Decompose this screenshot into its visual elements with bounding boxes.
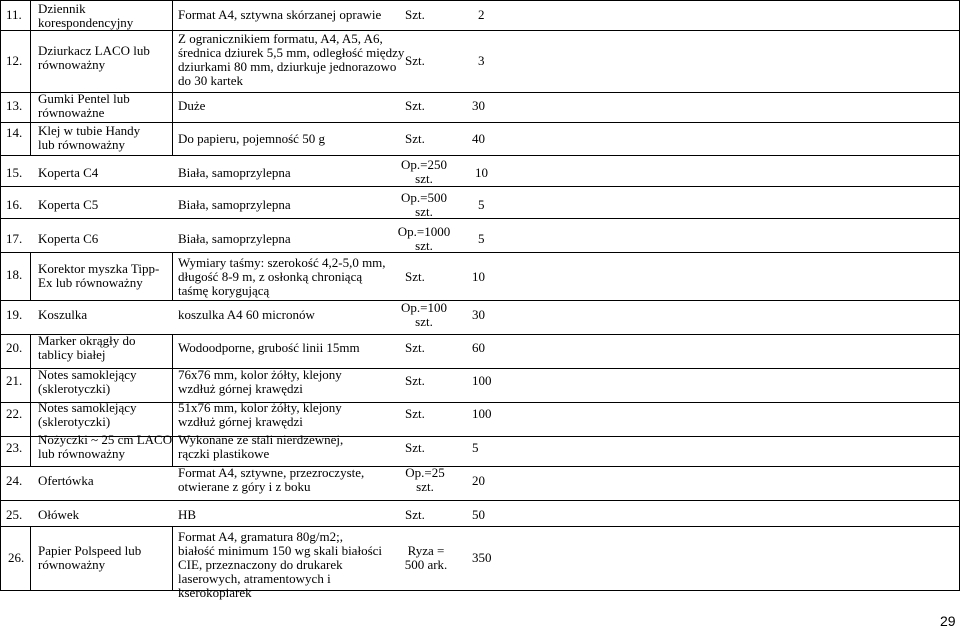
item-unit: Szt. — [405, 98, 425, 113]
item-quantity: 100 — [472, 373, 492, 388]
item-name: Notes samoklejący (sklerotyczki) — [38, 400, 137, 429]
item-name: Dziurkacz LACO lub równoważny — [38, 43, 150, 72]
item-name: Gumki Pentel lub równoważne — [38, 91, 130, 120]
item-quantity: 30 — [472, 98, 485, 113]
item-quantity: 100 — [472, 406, 492, 421]
item-name: Koperta C6 — [38, 231, 99, 246]
item-unit: Szt. — [405, 507, 425, 522]
item-quantity: 3 — [478, 53, 485, 68]
item-name: Papier Polspeed lub równoważny — [38, 543, 142, 572]
column-divider — [0, 0, 1, 590]
item-name: Marker okrągły do tablicy białej — [38, 333, 136, 362]
item-description: Biała, samoprzylepna — [178, 197, 291, 212]
item-quantity: 10 — [475, 165, 488, 180]
row-divider — [0, 0, 960, 1]
item-description: Format A4, sztywna skórzanej oprawie — [178, 7, 382, 22]
row-divider — [0, 122, 960, 123]
row-number: 23. — [6, 440, 23, 455]
item-quantity: 50 — [472, 507, 485, 522]
row-number: 11. — [6, 7, 22, 22]
item-unit: Szt. — [405, 269, 425, 284]
item-description: Wykonane ze stali nierdzewnej, rączki plastikowe — [178, 432, 344, 461]
row-divider — [0, 155, 960, 156]
row-number: 26. — [8, 550, 25, 565]
item-description: Duże — [178, 98, 206, 113]
item-description: koszulka A4 60 micronów — [178, 307, 315, 322]
row-divider — [0, 590, 960, 591]
item-quantity: 40 — [472, 131, 485, 146]
row-number: 14. — [6, 125, 23, 140]
item-description: Do papieru, pojemność 50 g — [178, 131, 325, 146]
row-number: 20. — [6, 340, 23, 355]
item-description: Biała, samoprzylepna — [178, 231, 291, 246]
column-divider — [172, 526, 173, 590]
row-number: 16. — [6, 197, 23, 212]
row-number: 12. — [6, 53, 23, 68]
row-number: 15. — [6, 165, 23, 180]
row-divider — [0, 466, 960, 467]
item-unit: Szt. — [405, 53, 425, 68]
item-unit: Op.=250 szt. — [401, 157, 447, 186]
item-description: 51x76 mm, kolor żółty, klejony wzdłuż górnej krawędzi — [178, 400, 342, 429]
row-divider — [0, 526, 960, 527]
row-number: 22. — [6, 406, 23, 421]
item-description: Biała, samoprzylepna — [178, 165, 291, 180]
item-unit: Op.=25 szt. — [405, 465, 445, 494]
row-number: 24. — [6, 473, 23, 488]
item-name: Koperta C5 — [38, 197, 99, 212]
item-quantity: 30 — [472, 307, 485, 322]
item-quantity: 5 — [478, 197, 485, 212]
column-divider — [30, 252, 31, 300]
item-name: Koperta C4 — [38, 165, 99, 180]
item-quantity: 10 — [472, 269, 485, 284]
item-name: Ofertówka — [38, 473, 94, 488]
item-quantity: 350 — [472, 550, 492, 565]
item-name: Klej w tubie Handy lub równoważny — [38, 123, 141, 152]
item-unit: Op.=1000 szt. — [397, 224, 451, 253]
row-number: 21. — [6, 373, 23, 388]
row-number: 19. — [6, 307, 23, 322]
row-number: 17. — [6, 231, 23, 246]
row-divider — [0, 500, 960, 501]
column-divider — [172, 252, 173, 300]
item-unit: Op.=100 szt. — [401, 300, 447, 329]
column-divider — [172, 0, 173, 155]
item-quantity: 60 — [472, 340, 485, 355]
item-unit: Szt. — [405, 131, 425, 146]
row-divider — [0, 252, 960, 253]
item-unit: Szt. — [405, 7, 425, 22]
row-divider — [0, 30, 960, 31]
item-description: Format A4, gramatura 80g/m2;, białość minimum 150 wg skali białości CIE, przeznaczony do drukarek laserowych, atramentowych i kserokopiarek — [178, 529, 383, 600]
item-unit: Ryza = 500 ark. — [404, 543, 448, 572]
item-quantity: 5 — [478, 231, 485, 246]
item-name: Korektor myszka Tipp-Ex lub równoważny — [38, 261, 160, 290]
item-description: HB — [178, 507, 197, 522]
item-unit: Szt. — [405, 406, 425, 421]
row-divider — [0, 300, 960, 301]
column-divider — [30, 334, 31, 466]
page-number: 29 — [940, 613, 956, 629]
column-divider — [30, 0, 31, 155]
item-description: Z ogranicznikiem formatu, A4, A5, A6, średnica dziurek 5,5 mm, odległość między dziurkami 80 mm, dziurkuje jednorazowo do 30 kartek — [178, 31, 405, 88]
row-number: 25. — [6, 507, 23, 522]
item-name: Ołówek — [38, 507, 80, 522]
row-number: 18. — [6, 267, 23, 282]
item-unit: Szt. — [405, 373, 425, 388]
item-name: Nożyczki ~ 25 cm LACO lub równoważny — [38, 432, 173, 461]
item-description: Wodoodporne, grubość linii 15mm — [178, 340, 360, 355]
item-unit: Szt. — [405, 340, 425, 355]
item-quantity: 20 — [472, 473, 485, 488]
item-description: Format A4, sztywne, przezroczyste, otwierane z góry i z boku — [178, 465, 365, 494]
item-name: Dziennik korespondencyjny — [38, 1, 134, 30]
item-unit: Op.=500 szt. — [401, 190, 447, 219]
row-number: 13. — [6, 98, 23, 113]
row-divider — [0, 218, 960, 219]
item-unit: Szt. — [405, 440, 425, 455]
item-quantity: 5 — [472, 440, 479, 455]
column-divider — [30, 526, 31, 590]
item-description: 76x76 mm, kolor żółty, klejony wzdłuż górnej krawędzi — [178, 367, 342, 396]
item-name: Koszulka — [38, 307, 88, 322]
item-quantity: 2 — [478, 7, 485, 22]
row-divider — [0, 186, 960, 187]
item-name: Notes samoklejący (sklerotyczki) — [38, 367, 137, 396]
item-description: Wymiary taśmy: szerokość 4,2-5,0 mm, długość 8-9 m, z osłonką chroniącą taśmę korygującą — [178, 255, 386, 298]
